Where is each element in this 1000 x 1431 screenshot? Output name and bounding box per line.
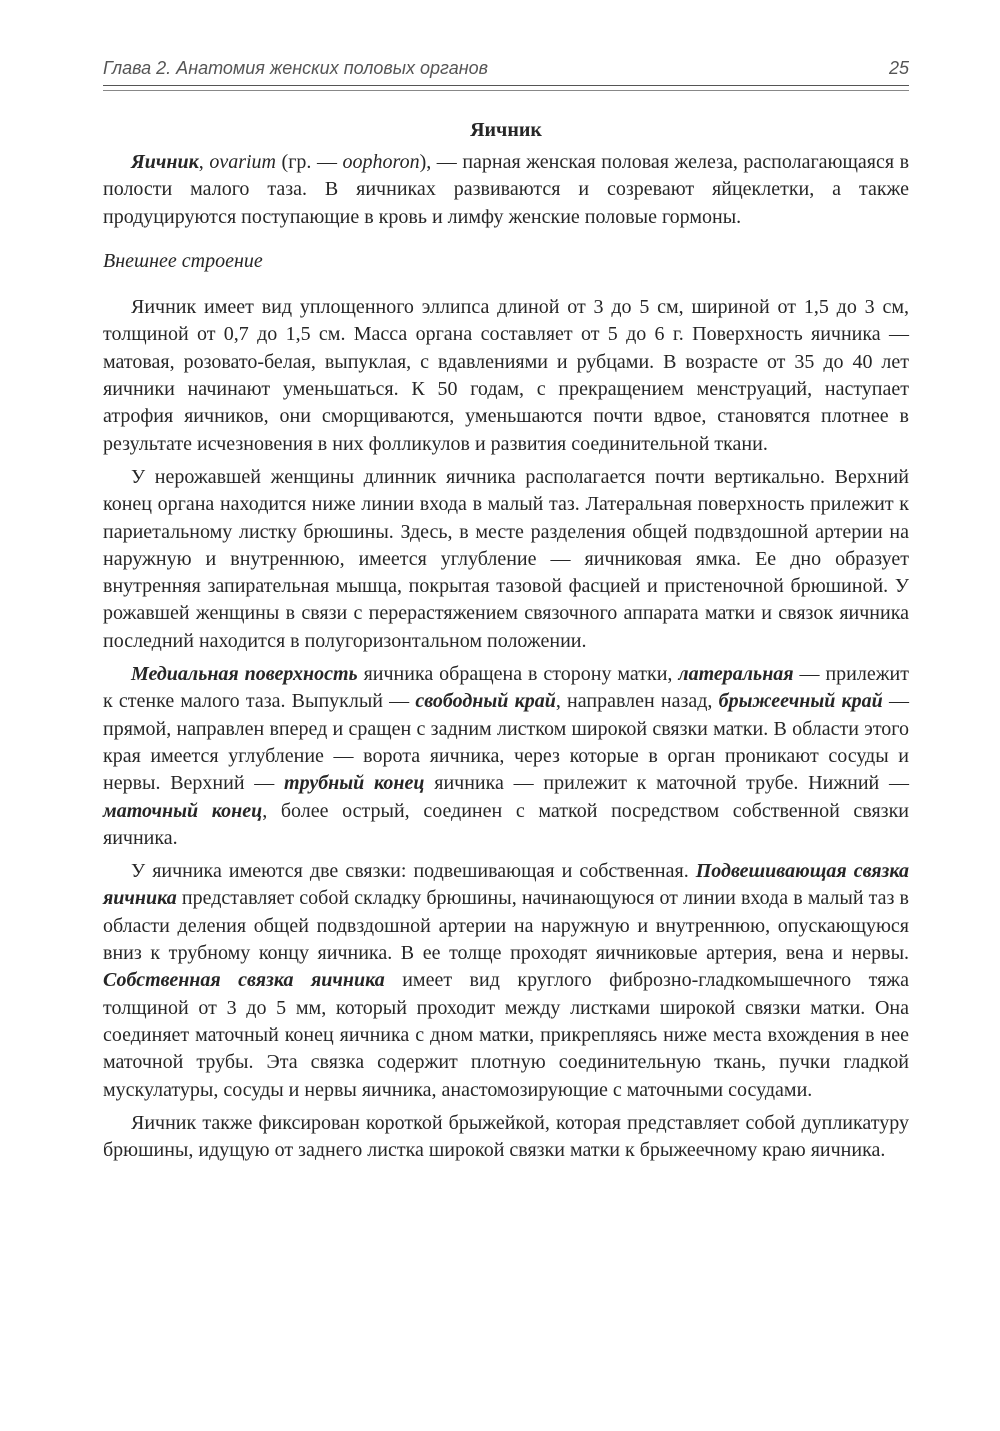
page-number: 25 — [888, 58, 909, 78]
term-proper-ligament: Собственная связка яичника — [103, 969, 385, 992]
greek-term: oophoron — [342, 151, 420, 173]
paragraph-5: Яичник также фиксирован короткой брыжейкой, которая представляет собой дупликатуру брюшины, идущую от заднего листка широкой связки матки к брыжеечному краю яичника. — [103, 1111, 909, 1162]
text-segment: яичника — прилежит к маточной трубе. Нижний — — [424, 772, 909, 795]
paragraph-4 — [103, 858, 909, 1104]
running-header — [103, 54, 909, 84]
text-segment: — прямой, направлен вперед и сращен с задним листком широкой связки матки. В области этого края имеется углубление — ворота яичника, через которые в орган проникают сосуды и нервы. Верхний — — [103, 690, 909, 795]
intro-term: Яичник — [131, 151, 199, 173]
text-segment: У яичника имеются две связки: подвешивающая и собственная. — [131, 860, 696, 883]
term-free-edge: свободный край — [415, 690, 556, 713]
main-text — [103, 117, 909, 1170]
text-segment: представляет собой складку брюшины, начинающуюся от линии входа в малый таз в области деления общей подвздошной артерии на наружную и внутреннюю, опускающуюся вниз к трубному концу яичника. В ее толще проходят яичниковые артерия, вена и нервы. — [103, 887, 909, 965]
text-segment: — прилежит к стенке малого таза. Выпуклый — — [103, 663, 910, 713]
text-segment: имеет вид круглого фиброзно-гладкомышечного тяжа толщиной от 3 до 5 мм, который проходит между листками широкой связки матки. Она соединяет маточный конец яичника с дном матки, прикрепляясь ниже места вхождения в нее маточной трубы. Эта связка содержит плотную соединительную ткань, пучки гладкой мускулатуры, сосуды и нервы яичника, анастомозирующие с маточными сосудами. — [103, 969, 909, 1101]
text-segment: , направлен назад, — [555, 690, 719, 713]
paragraph-1: Яичник имеет вид уплощенного эллипса длиной от 3 до 5 см, шириной от 1,5 до 3 см, толщиной от 0,7 до 1,5 см. Масса органа составляет от 5 до 6 г. Поверхность яичника — матовая, розовато-белая, выпуклая, с вдавлениями и рубцами. В возрасте от 35 до 40 лет яичники начинают уменьшаться. К 50 годам, с прекращением менструаций, наступает атрофия яичников, они сморщиваются, уменьшаются почти вдвое, становятся плотнее в результате исчезновения в них фолликулов и развития соединительной ткани. — [103, 296, 909, 455]
chapter-title: Глава 2. Анатомия женских половых органов — [103, 58, 489, 78]
term-uterine-end: маточный конец — [103, 799, 263, 822]
latin-term: ovarium — [209, 151, 276, 173]
greek-prefix: (гр. — — [276, 151, 343, 173]
text-segment: яичника обращена в сторону матки, — [357, 663, 679, 686]
text-segment: , более острый, соединен с маткой посредством собственной связки яичника. — [103, 799, 909, 849]
paragraph-3 — [103, 661, 909, 852]
header-rule-bottom — [103, 90, 909, 91]
intro-paragraph: Яичник, ovarium (гр. — oophoron), — парная женская половая железа, располагающаяся в полости малого таза. В яичниках развиваются и созревают яйцеклетки, а также продуцируются поступающие в кровь и лимфу женские половые гормоны. — [103, 151, 910, 228]
intro-rest: ), — парная женская половая железа, располагающаяся в полости малого таза. В яичниках развиваются и созревают яйцеклетки, а также продуцируются поступающие в кровь и лимфу женские половые гормоны. — [103, 151, 910, 228]
term-mesovarian-edge: брыжеечный край — [718, 690, 883, 713]
header-rule-top — [103, 85, 909, 86]
subsection-heading: Внешнее строение — [103, 249, 263, 272]
section-title: Яичник — [470, 119, 542, 141]
term-suspensory-ligament: Подвешивающая связка яичника — [103, 860, 909, 910]
term-medial-surface: Медиальная поверхность — [131, 663, 358, 686]
term-lateral: латеральная — [678, 663, 794, 686]
term-tubal-end: трубный конец — [284, 772, 425, 795]
paragraph-2: У нерожавшей женщины длинник яичника располагается почти вертикально. Верхний конец органа находится ниже линии входа в малый таз. Латеральная поверхность прилежит к париетальному листку брюшины. Здесь, в месте разделения общей подвздошной артерии на наружную и внутреннюю, имеется углубление — яичниковая ямка. Ее дно образует внутренняя запирательная мышца, покрытая тазовой фасцией и пристеночной брюшиной. У рожавшей женщины в связи с перерастяжением связочного аппарата матки и связок яичника последний находится в полугоризонтальном положении. — [103, 465, 909, 652]
